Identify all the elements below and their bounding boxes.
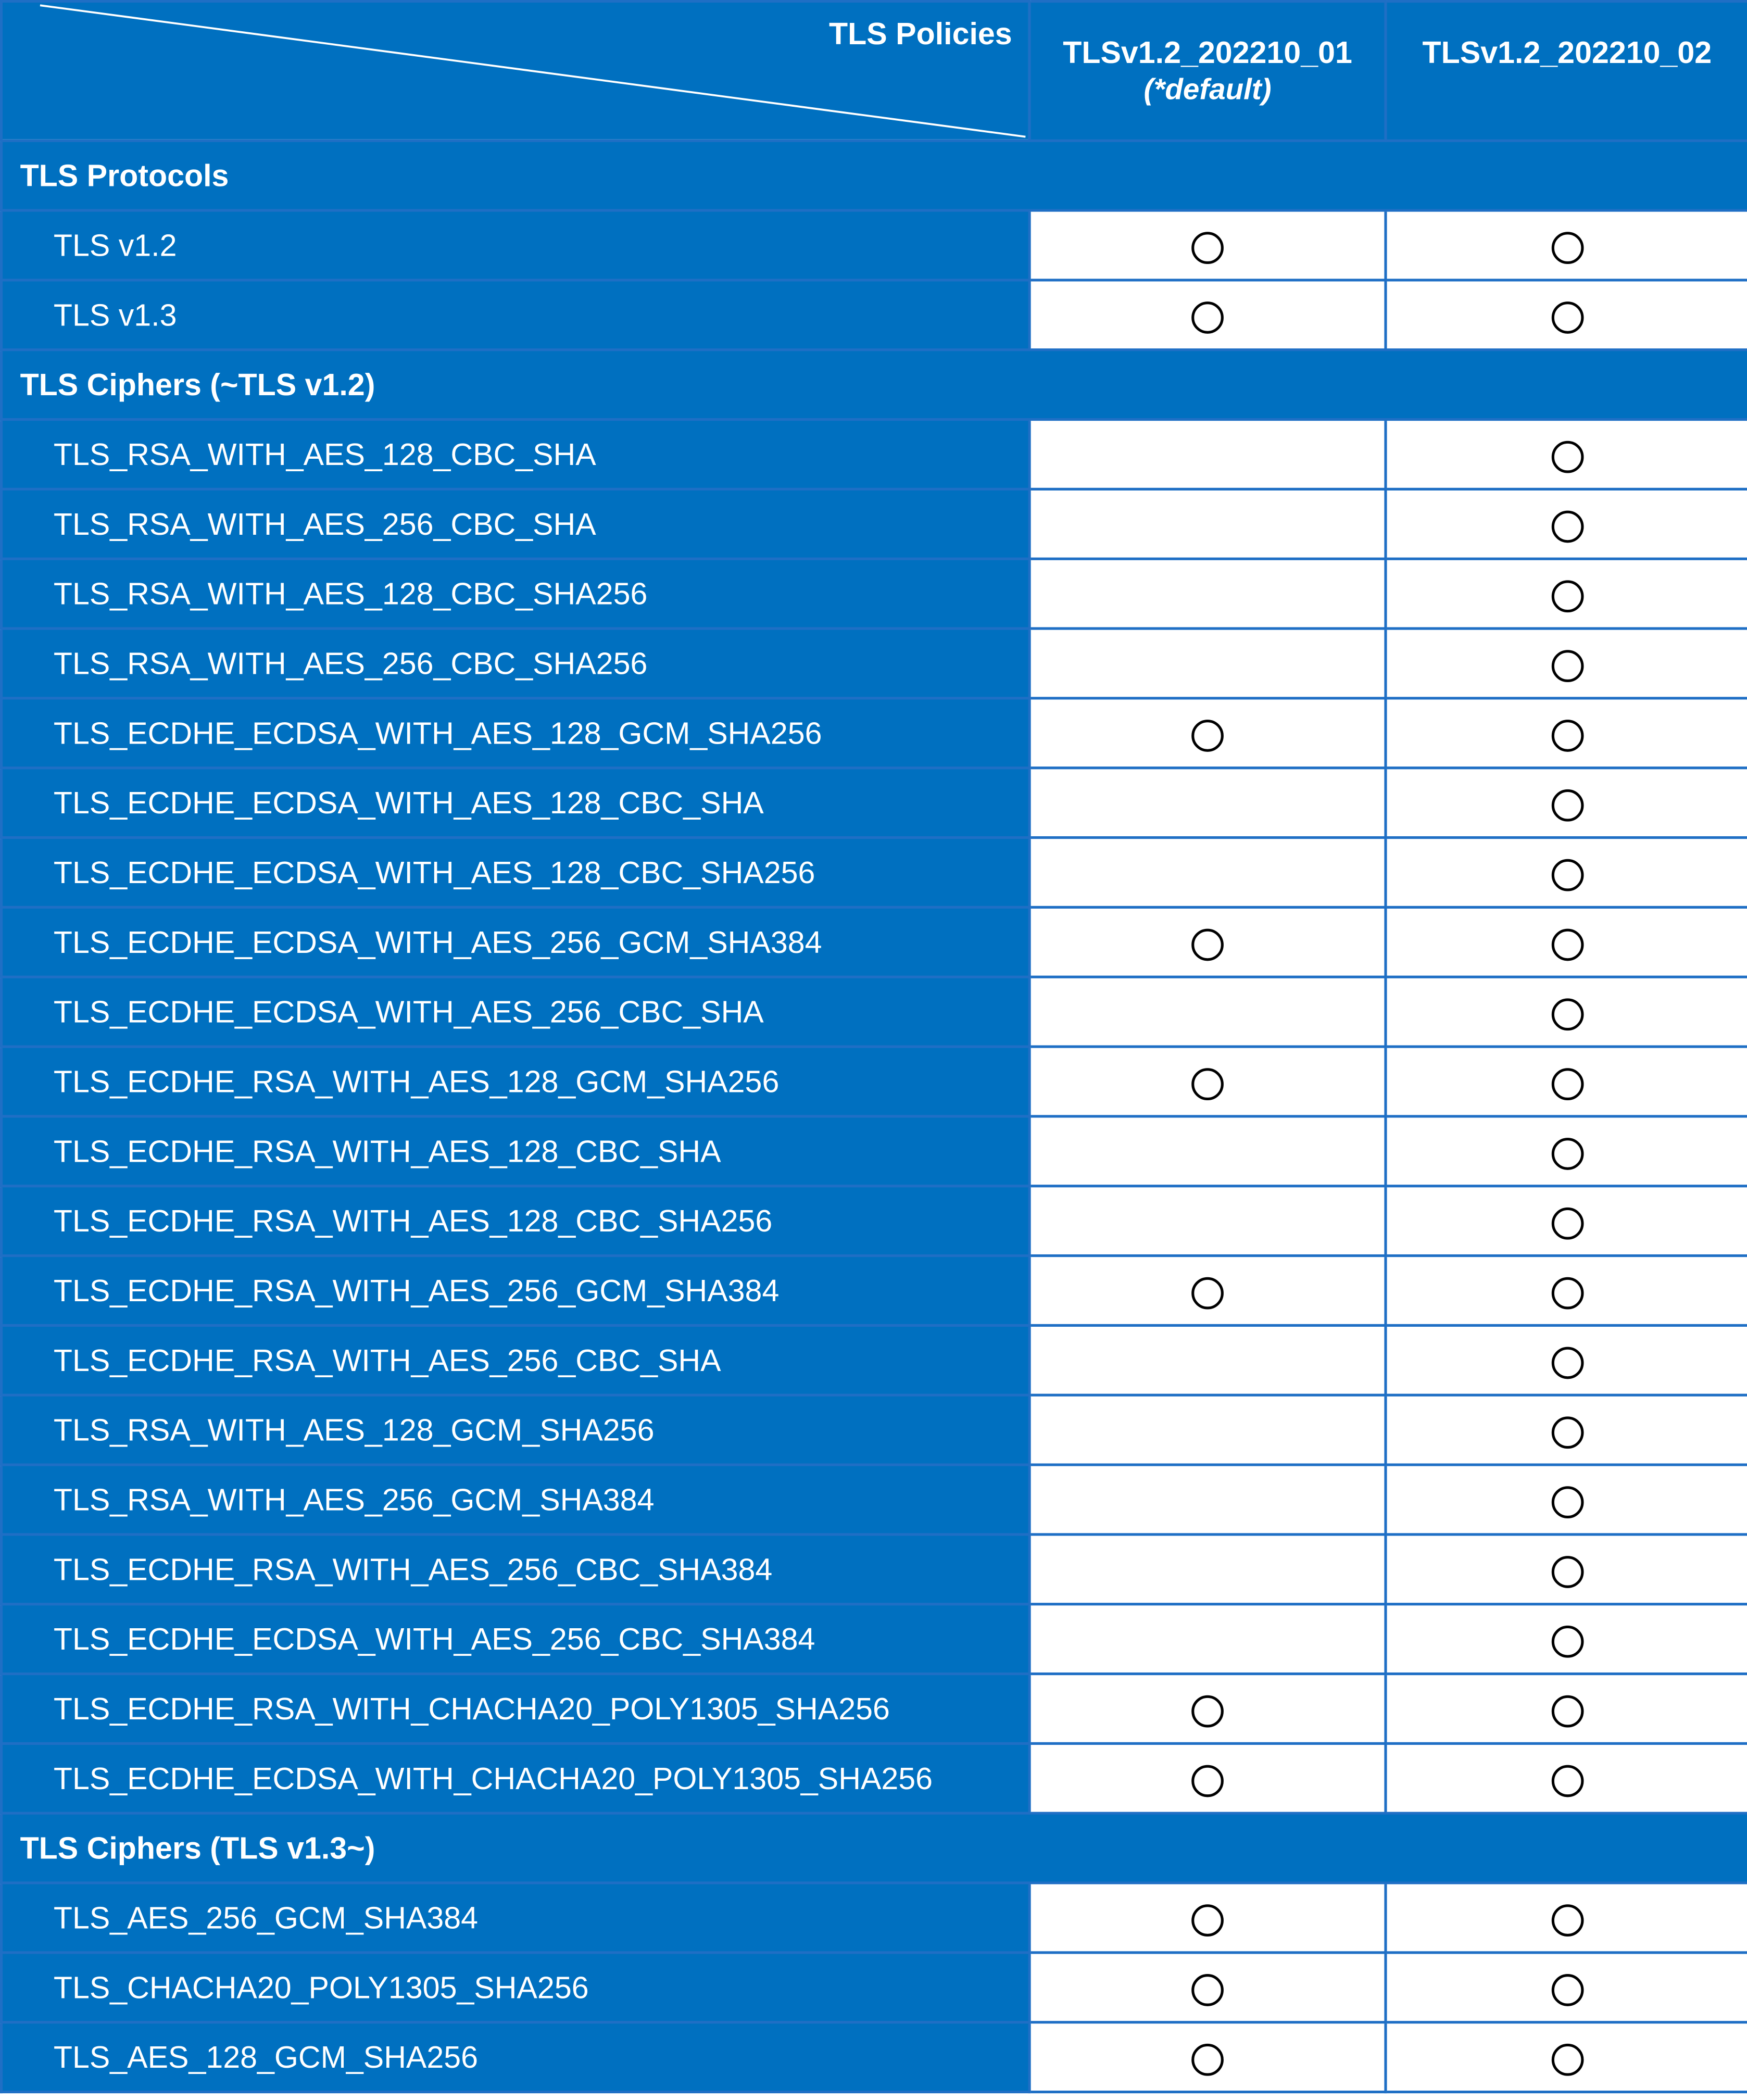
supported-circle-icon bbox=[1191, 1904, 1224, 1936]
supported-circle-icon bbox=[1551, 232, 1583, 264]
supported-circle-icon bbox=[1191, 720, 1224, 752]
support-cell-policy-02 bbox=[1386, 1325, 1747, 1395]
section-title: TLS Ciphers (TLS v1.3~) bbox=[2, 1813, 1747, 1883]
row-label: TLS_RSA_WITH_AES_128_CBC_SHA bbox=[2, 420, 1030, 489]
row-label: TLS_AES_128_GCM_SHA256 bbox=[2, 2022, 1030, 2092]
supported-circle-icon bbox=[1551, 1138, 1583, 1170]
support-cell-policy-01 bbox=[1029, 280, 1386, 350]
table-row bbox=[2, 559, 1747, 628]
table-row bbox=[2, 1883, 1747, 1953]
supported-circle-icon bbox=[1191, 1068, 1224, 1100]
support-cell-policy-01 bbox=[1029, 838, 1386, 908]
row-label: TLS_ECDHE_ECDSA_WITH_AES_128_CBC_SHA bbox=[2, 768, 1030, 838]
support-cell-policy-01 bbox=[1029, 210, 1386, 280]
table-row bbox=[2, 838, 1747, 908]
row-label: TLS_CHACHA20_POLY1305_SHA256 bbox=[2, 1953, 1030, 2022]
table-row bbox=[2, 280, 1747, 350]
table-row bbox=[2, 1604, 1747, 1674]
support-cell-policy-02 bbox=[1386, 489, 1747, 559]
row-label: TLS_ECDHE_ECDSA_WITH_AES_128_CBC_SHA256 bbox=[2, 838, 1030, 908]
table-row bbox=[2, 768, 1747, 838]
support-cell-policy-01 bbox=[1029, 420, 1386, 489]
table-row bbox=[2, 1325, 1747, 1395]
support-cell-policy-01 bbox=[1029, 489, 1386, 559]
support-cell-policy-01 bbox=[1029, 628, 1386, 698]
support-cell-policy-02 bbox=[1386, 628, 1747, 698]
support-cell-policy-01 bbox=[1029, 1465, 1386, 1535]
corner-title: TLS Policies bbox=[829, 16, 1012, 51]
supported-circle-icon bbox=[1191, 1974, 1224, 2006]
supported-circle-icon bbox=[1551, 859, 1583, 891]
support-cell-policy-02 bbox=[1386, 698, 1747, 768]
row-label: TLS_ECDHE_ECDSA_WITH_AES_256_GCM_SHA384 bbox=[2, 907, 1030, 977]
table-row bbox=[2, 2022, 1747, 2092]
support-cell-policy-01 bbox=[1029, 1325, 1386, 1395]
support-cell-policy-01 bbox=[1029, 1186, 1386, 1256]
support-cell-policy-01 bbox=[1029, 1743, 1386, 1813]
support-cell-policy-02 bbox=[1386, 1674, 1747, 1744]
table-row bbox=[2, 1535, 1747, 1604]
table-row bbox=[2, 210, 1747, 280]
support-cell-policy-02 bbox=[1386, 420, 1747, 489]
support-cell-policy-02 bbox=[1386, 2022, 1747, 2092]
support-cell-policy-01 bbox=[1029, 1047, 1386, 1116]
table-row bbox=[2, 1465, 1747, 1535]
supported-circle-icon bbox=[1551, 1765, 1583, 1797]
support-cell-policy-02 bbox=[1386, 1047, 1747, 1116]
support-cell-policy-02 bbox=[1386, 768, 1747, 838]
table-row bbox=[2, 1256, 1747, 1326]
support-cell-policy-01 bbox=[1029, 977, 1386, 1047]
support-cell-policy-02 bbox=[1386, 1116, 1747, 1186]
support-cell-policy-01 bbox=[1029, 2022, 1386, 2092]
row-label: TLS_ECDHE_ECDSA_WITH_AES_256_CBC_SHA bbox=[2, 977, 1030, 1047]
row-label: TLS v1.2 bbox=[2, 210, 1030, 280]
support-cell-policy-01 bbox=[1029, 1953, 1386, 2022]
support-cell-policy-02 bbox=[1386, 559, 1747, 628]
row-label: TLS_ECDHE_RSA_WITH_AES_128_CBC_SHA bbox=[2, 1116, 1030, 1186]
support-cell-policy-01 bbox=[1029, 559, 1386, 628]
support-cell-policy-01 bbox=[1029, 1674, 1386, 1744]
section-header-row bbox=[2, 141, 1747, 210]
supported-circle-icon bbox=[1551, 1904, 1583, 1936]
supported-circle-icon bbox=[1551, 720, 1583, 752]
support-cell-policy-01 bbox=[1029, 1395, 1386, 1465]
supported-circle-icon bbox=[1551, 1208, 1583, 1240]
row-label: TLS_RSA_WITH_AES_256_CBC_SHA256 bbox=[2, 628, 1030, 698]
support-cell-policy-02 bbox=[1386, 1883, 1747, 1953]
support-cell-policy-02 bbox=[1386, 1465, 1747, 1535]
section-title: TLS Ciphers (~TLS v1.2) bbox=[2, 350, 1747, 420]
table-row bbox=[2, 1395, 1747, 1465]
row-label: TLS_ECDHE_RSA_WITH_CHACHA20_POLY1305_SHA256 bbox=[2, 1674, 1030, 1744]
table-row bbox=[2, 1674, 1747, 1744]
section-header-row bbox=[2, 350, 1747, 420]
row-label: TLS_RSA_WITH_AES_256_CBC_SHA bbox=[2, 489, 1030, 559]
column-header-default-note: (*default) bbox=[1143, 72, 1272, 106]
support-cell-policy-01 bbox=[1029, 1883, 1386, 1953]
table-row bbox=[2, 1116, 1747, 1186]
column-header-name: TLSv1.2_202210_01 bbox=[1063, 34, 1352, 70]
supported-circle-icon bbox=[1551, 929, 1583, 961]
support-cell-policy-02 bbox=[1386, 1953, 1747, 2022]
supported-circle-icon bbox=[1551, 998, 1583, 1030]
support-cell-policy-01 bbox=[1029, 698, 1386, 768]
supported-circle-icon bbox=[1551, 789, 1583, 822]
support-cell-policy-02 bbox=[1386, 1535, 1747, 1604]
row-label: TLS_ECDHE_RSA_WITH_AES_256_CBC_SHA bbox=[2, 1325, 1030, 1395]
row-label: TLS_ECDHE_ECDSA_WITH_AES_128_GCM_SHA256 bbox=[2, 698, 1030, 768]
supported-circle-icon bbox=[1191, 1695, 1224, 1728]
column-header-policy-02 bbox=[1386, 2, 1747, 141]
row-label: TLS_ECDHE_ECDSA_WITH_AES_256_CBC_SHA384 bbox=[2, 1604, 1030, 1674]
support-cell-policy-01 bbox=[1029, 1116, 1386, 1186]
supported-circle-icon bbox=[1191, 2044, 1224, 2076]
support-cell-policy-02 bbox=[1386, 1604, 1747, 1674]
supported-circle-icon bbox=[1551, 1626, 1583, 1658]
support-cell-policy-02 bbox=[1386, 1743, 1747, 1813]
support-cell-policy-02 bbox=[1386, 210, 1747, 280]
row-label: TLS_RSA_WITH_AES_128_GCM_SHA256 bbox=[2, 1395, 1030, 1465]
table-row bbox=[2, 1743, 1747, 1813]
table-body bbox=[2, 141, 1747, 2092]
support-cell-policy-02 bbox=[1386, 280, 1747, 350]
support-cell-policy-01 bbox=[1029, 768, 1386, 838]
supported-circle-icon bbox=[1191, 1277, 1224, 1310]
column-header-policy-01 bbox=[1029, 2, 1386, 141]
supported-circle-icon bbox=[1551, 1486, 1583, 1518]
supported-circle-icon bbox=[1191, 929, 1224, 961]
row-label: TLS_ECDHE_RSA_WITH_AES_128_GCM_SHA256 bbox=[2, 1047, 1030, 1116]
supported-circle-icon bbox=[1191, 301, 1224, 334]
supported-circle-icon bbox=[1551, 1277, 1583, 1310]
row-label: TLS v1.3 bbox=[2, 280, 1030, 350]
table-row bbox=[2, 977, 1747, 1047]
table-row bbox=[2, 698, 1747, 768]
support-cell-policy-02 bbox=[1386, 977, 1747, 1047]
table-row bbox=[2, 628, 1747, 698]
support-cell-policy-02 bbox=[1386, 907, 1747, 977]
support-cell-policy-02 bbox=[1386, 1186, 1747, 1256]
support-cell-policy-01 bbox=[1029, 1604, 1386, 1674]
section-title: TLS Protocols bbox=[2, 141, 1747, 210]
supported-circle-icon bbox=[1551, 441, 1583, 473]
table-row bbox=[2, 420, 1747, 489]
support-cell-policy-02 bbox=[1386, 1395, 1747, 1465]
supported-circle-icon bbox=[1551, 301, 1583, 334]
table-row bbox=[2, 1953, 1747, 2022]
row-label: TLS_ECDHE_RSA_WITH_AES_128_CBC_SHA256 bbox=[2, 1186, 1030, 1256]
supported-circle-icon bbox=[1551, 2044, 1583, 2076]
supported-circle-icon bbox=[1191, 1765, 1224, 1797]
supported-circle-icon bbox=[1551, 1695, 1583, 1728]
row-label: TLS_ECDHE_RSA_WITH_AES_256_GCM_SHA384 bbox=[2, 1256, 1030, 1326]
table-row bbox=[2, 1186, 1747, 1256]
row-label: TLS_AES_256_GCM_SHA384 bbox=[2, 1883, 1030, 1953]
support-cell-policy-02 bbox=[1386, 1256, 1747, 1326]
supported-circle-icon bbox=[1551, 650, 1583, 682]
table-row bbox=[2, 907, 1747, 977]
supported-circle-icon bbox=[1551, 1068, 1583, 1100]
header-row bbox=[2, 2, 1747, 141]
section-header-row bbox=[2, 1813, 1747, 1883]
supported-circle-icon bbox=[1551, 1974, 1583, 2006]
supported-circle-icon bbox=[1551, 1416, 1583, 1449]
supported-circle-icon bbox=[1551, 1347, 1583, 1379]
row-label: TLS_ECDHE_ECDSA_WITH_CHACHA20_POLY1305_SHA256 bbox=[2, 1743, 1030, 1813]
column-header-name: TLSv1.2_202210_02 bbox=[1422, 34, 1712, 70]
row-label: TLS_ECDHE_RSA_WITH_AES_256_CBC_SHA384 bbox=[2, 1535, 1030, 1604]
supported-circle-icon bbox=[1551, 1556, 1583, 1588]
table-row bbox=[2, 1047, 1747, 1116]
support-cell-policy-01 bbox=[1029, 1535, 1386, 1604]
table-row bbox=[2, 489, 1747, 559]
row-label: TLS_RSA_WITH_AES_128_CBC_SHA256 bbox=[2, 559, 1030, 628]
supported-circle-icon bbox=[1551, 511, 1583, 543]
support-cell-policy-01 bbox=[1029, 1256, 1386, 1326]
supported-circle-icon bbox=[1191, 232, 1224, 264]
row-label: TLS_RSA_WITH_AES_256_GCM_SHA384 bbox=[2, 1465, 1030, 1535]
support-cell-policy-02 bbox=[1386, 838, 1747, 908]
support-cell-policy-01 bbox=[1029, 907, 1386, 977]
supported-circle-icon bbox=[1551, 580, 1583, 612]
corner-header-cell bbox=[2, 2, 1030, 141]
